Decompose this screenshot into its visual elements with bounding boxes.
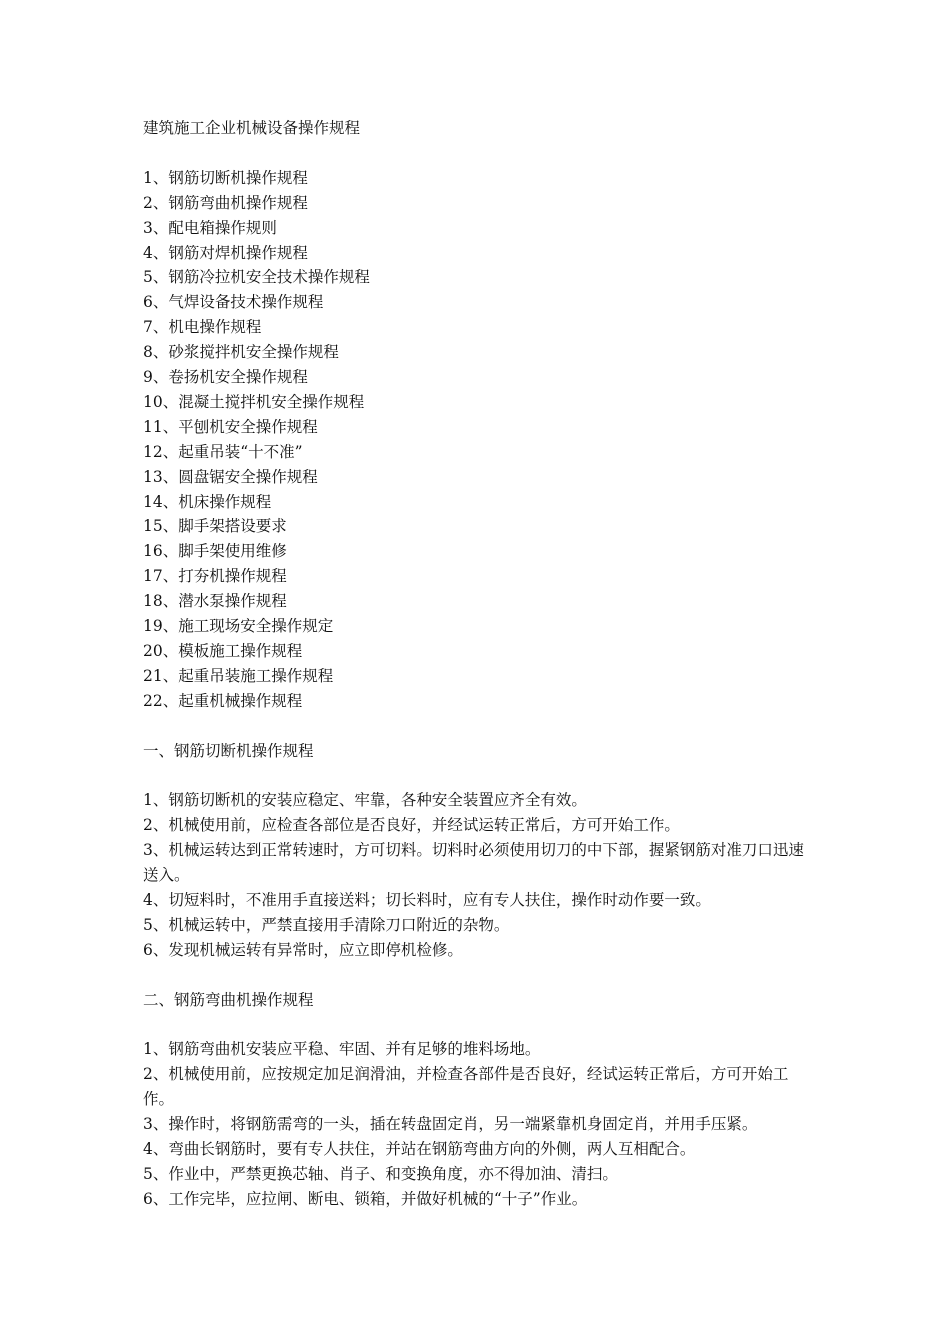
section-item: 1、钢筋弯曲机安装应平稳、牢固、并有足够的堆料场地。 xyxy=(143,1040,541,1059)
toc-item: 9、卷扬机安全操作规程 xyxy=(143,368,308,387)
document-page xyxy=(143,116,815,1212)
spacer xyxy=(143,764,815,789)
section-item: 6、工作完毕，应拉闸、断电、锁箱，并做好机械的“十子”作业。 xyxy=(143,1189,588,1208)
section-cutter xyxy=(143,739,815,963)
toc-item: 10、混凝土搅拌机安全操作规程 xyxy=(143,392,365,411)
section-item: 5、作业中，严禁更换芯轴、肖子、和变换角度，亦不得加油、清扫。 xyxy=(143,1164,618,1183)
section-item: 6、发现机械运转有异常时，应立即停机检修。 xyxy=(143,940,463,959)
toc-item: 2、钢筋弯曲机操作规程 xyxy=(143,193,308,212)
toc-item: 16、脚手架使用维修 xyxy=(143,542,287,561)
section-item: 2、机械使用前，应按规定加足润滑油，并检查各部件是否良好，经试运转正常后，方可开始工作。 xyxy=(143,1065,789,1109)
toc-item: 17、打夯机操作规程 xyxy=(143,567,287,586)
section-heading: 二、钢筋弯曲机操作规程 xyxy=(143,990,314,1009)
toc-item: 3、配电箱操作规则 xyxy=(143,218,277,237)
toc-item: 14、机床操作规程 xyxy=(143,492,272,511)
document-title: 建筑施工企业机械设备操作规程 xyxy=(143,119,361,137)
toc-item: 5、钢筋冷拉机安全技术操作规程 xyxy=(143,268,370,287)
table-of-contents xyxy=(143,166,815,714)
section-item: 5、机械运转中，严禁直接用手清除刀口附近的杂物。 xyxy=(143,915,510,934)
toc-item: 1、钢筋切断机操作规程 xyxy=(143,168,308,187)
toc-item: 20、模板施工操作规程 xyxy=(143,642,303,661)
section-item: 3、机械运转达到正常转速时，方可切料。切料时必须使用切刀的中下部，握紧钢筋对准刀口迅速送入。 xyxy=(143,841,804,885)
toc-item: 19、施工现场安全操作规定 xyxy=(143,617,334,636)
spacer xyxy=(143,141,815,166)
toc-item: 22、起重机械操作规程 xyxy=(143,691,303,710)
section-item: 4、切短料时，不准用手直接送料；切长料时，应有专人扶住，操作时动作要一致。 xyxy=(143,891,711,910)
spacer xyxy=(143,1013,815,1038)
section-item: 2、机械使用前，应检查各部位是否良好，并经试运转正常后，方可开始工作。 xyxy=(143,816,680,835)
section-item: 4、弯曲长钢筋时，要有专人扶住，并站在钢筋弯曲方向的外侧，两人互相配合。 xyxy=(143,1140,696,1159)
toc-item: 15、脚手架搭设要求 xyxy=(143,517,287,536)
toc-item: 4、钢筋对焊机操作规程 xyxy=(143,243,308,262)
toc-item: 12、起重吊装“十不准” xyxy=(143,442,303,461)
section-item: 1、钢筋切断机的安装应稳定、牢靠，各种安全装置应齐全有效。 xyxy=(143,791,587,810)
toc-item: 6、气焊设备技术操作规程 xyxy=(143,293,324,312)
toc-item: 11、平刨机安全操作规程 xyxy=(143,417,318,436)
toc-item: 21、起重吊装施工操作规程 xyxy=(143,666,334,685)
spacer xyxy=(143,963,815,988)
toc-item: 13、圆盘锯安全操作规程 xyxy=(143,467,318,486)
section-bender xyxy=(143,988,815,1212)
toc-item: 18、潜水泵操作规程 xyxy=(143,592,287,611)
toc-item: 7、机电操作规程 xyxy=(143,318,262,337)
spacer xyxy=(143,714,815,739)
section-item: 3、操作时，将钢筋需弯的一头，插在转盘固定肖，另一端紧靠机身固定肖，并用手压紧。 xyxy=(143,1115,758,1134)
toc-item: 8、砂浆搅拌机安全操作规程 xyxy=(143,343,339,362)
section-heading: 一、钢筋切断机操作规程 xyxy=(143,741,314,760)
